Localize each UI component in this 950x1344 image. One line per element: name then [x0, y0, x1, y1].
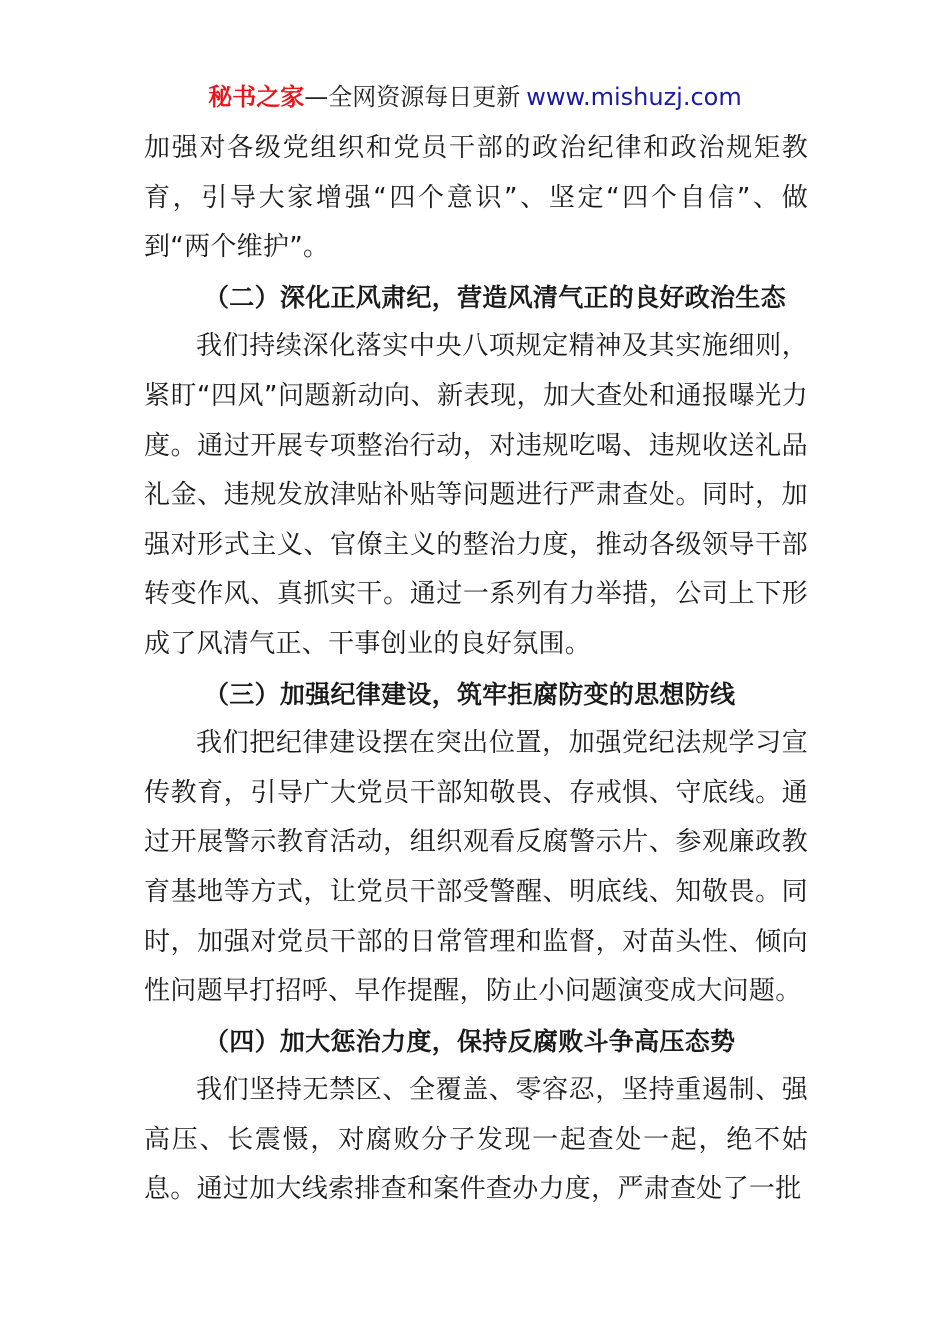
paragraph-section-2: 我们持续深化落实中央八项规定精神及其实施细则，紧盯“四风”问题新动向、新表现，加大查处和通报曝光力度。通过开展专项整治行动，对违规吃喝、违规收送礼品礼金、违规发放津贴补贴等问题进行严肃查处。同时，加强对形式主义、官僚主义的整治力度，推动各级领导干部转变作风、真抓实干。通过一系列有力举措，公司上下形成了风清气正、干事创业的良好氛围。 — [144, 331, 808, 659]
paragraph-section-4: 我们坚持无禁区、全覆盖、零容忍，坚持重遏制、强高压、长震慑，对腐败分子发现一起查处一起，绝不姑息。通过加大线索排查和案件查办力度，严肃查处了一批 — [144, 1075, 808, 1205]
brand-name: 秘书之家 — [208, 83, 305, 111]
section-heading-4: （四）加大惩治力度，保持反腐败斗争高压态势 — [204, 1026, 736, 1056]
document-body — [144, 124, 808, 1215]
section-heading-2: （二）深化正风肃纪，营造风清气正的良好政治生态 — [204, 282, 786, 312]
paragraph-intro: 加强对各级党组织和党员干部的政治纪律和政治规矩教育，引导大家增强“四个意识”、坚定“四个自信”、做到“两个维护”。 — [144, 133, 808, 263]
section-heading-3: （三）加强纪律建设，筑牢拒腐防变的思想防线 — [204, 679, 736, 709]
site-url-link[interactable]: www.mishuzj.com — [526, 83, 742, 111]
page-header — [0, 80, 950, 114]
header-tagline: —全网资源每日更新 — [304, 83, 521, 111]
paragraph-section-3: 我们把纪律建设摆在突出位置，加强党纪法规学习宣传教育，引导广大党员干部知敬畏、存戒惧、守底线。通过开展警示教育活动，组织观看反腐警示片、参观廉政教育基地等方式，让党员干部受警醒、明底线、知敬畏。同时，加强对党员干部的日常管理和监督，对苗头性、倾向性问题早打招呼、早作提醒，防止小问题演变成大问题。 — [144, 728, 808, 1007]
